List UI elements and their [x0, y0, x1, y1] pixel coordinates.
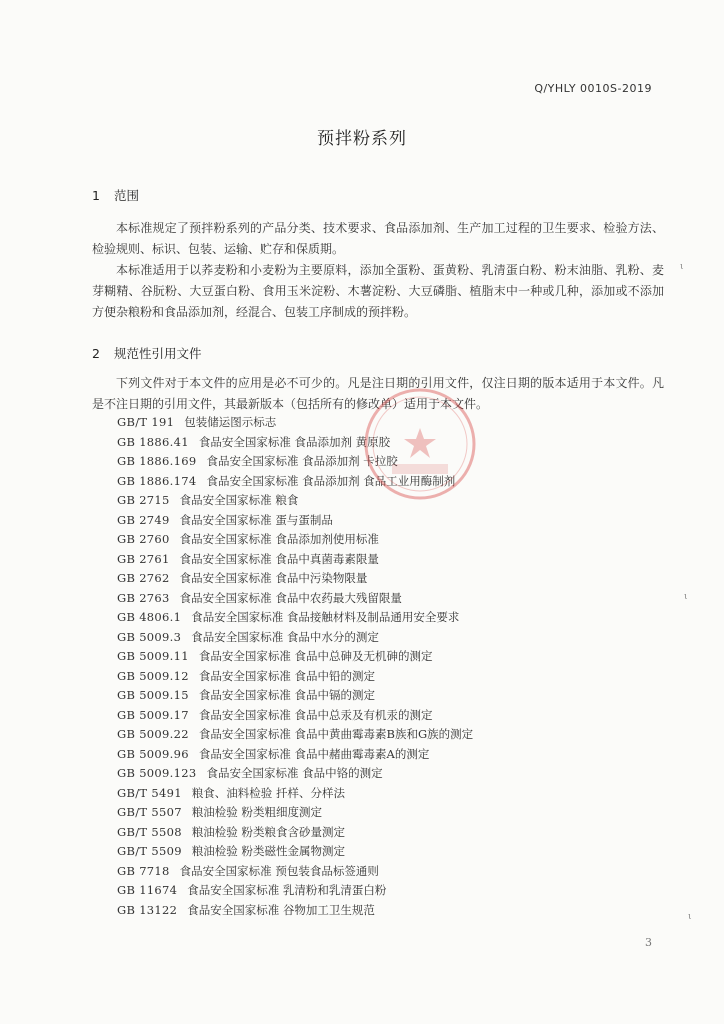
reference-code: GB 5009.11 — [117, 649, 189, 663]
reference-code: GB 5009.15 — [117, 688, 189, 702]
reference-code: GB 5009.96 — [117, 746, 189, 761]
reference-title: 粮食、油料检验 扦样、分样法 — [191, 785, 345, 800]
reference-title: 粮油检验 粉类粮食含砂量测定 — [191, 824, 345, 839]
reference-title: 食品安全国家标准 食品中黄曲霉毒素B族和G族的测定 — [198, 727, 474, 741]
scope-paragraph-2: 本标准适用于以荞麦粉和小麦粉为主要原料，添加全蛋粉、蛋黄粉、乳清蛋白粉、粉末油脂、乳粉、麦芽糊精、谷朊粉、大豆蛋白粉、食用玉米淀粉、木薯淀粉、大豆磷脂、植脂末中一种或几种，添加或不添加方便杂粮粉和食品添加剂，经混合、包装工序制成的预拌粉。 — [92, 263, 664, 319]
reference-title: 包装储运图示标志 — [184, 415, 277, 429]
reference-title: 粮油检验 粉类磁性金属物测定 — [191, 844, 345, 858]
reference-title: 食品安全国家标准 食品添加剂 黄原胶 — [198, 434, 391, 449]
reference-item — [117, 842, 473, 862]
scope-paragraph-1: 本标准规定了预拌粉系列的产品分类、技术要求、食品添加剂、生产加工过程的卫生要求、检验方法、检验规则、标识、包装、运输、贮存和保质期。 — [92, 221, 664, 256]
section-title: 范围 — [114, 188, 140, 203]
reference-code: GB 5009.22 — [117, 727, 189, 741]
reference-title: 食品安全国家标准 乳清粉和乳清蛋白粉 — [187, 883, 387, 897]
reference-title: 食品安全国家标准 食品添加剂使用标准 — [179, 532, 379, 546]
reference-item — [117, 569, 473, 589]
reference-item — [117, 667, 473, 687]
reference-code: GB 5009.123 — [117, 766, 197, 780]
reference-code: GB 4806.1 — [117, 610, 182, 624]
reference-code: GB 13122 — [117, 902, 178, 917]
reference-item — [117, 608, 473, 628]
reference-item — [117, 803, 473, 823]
reference-item — [117, 764, 473, 784]
section-title: 规范性引用文件 — [114, 346, 202, 361]
reference-item — [117, 647, 473, 667]
reference-item — [117, 745, 473, 765]
reference-item — [117, 823, 473, 843]
reference-item — [117, 784, 473, 804]
scan-mark: ι — [688, 912, 692, 922]
reference-code: GB 1886.41 — [117, 434, 189, 449]
reference-item — [117, 686, 473, 706]
reference-item — [117, 550, 473, 570]
reference-item — [117, 862, 473, 882]
reference-item — [117, 706, 473, 726]
reference-code: GB 2762 — [117, 571, 170, 585]
reference-code: GB/T 191 — [117, 415, 175, 429]
reference-item — [117, 589, 473, 609]
reference-code: GB 2761 — [117, 551, 170, 566]
page-number: 3 — [645, 936, 652, 949]
section-number: 2 — [92, 346, 100, 361]
scan-mark: ι — [680, 262, 684, 272]
reference-item — [117, 881, 473, 901]
reference-title: 食品安全国家标准 食品中总汞及有机汞的测定 — [198, 707, 433, 722]
reference-item — [117, 725, 473, 745]
reference-code: GB 2763 — [117, 590, 170, 605]
reference-code: GB/T 5491 — [117, 785, 182, 800]
reference-title: 食品安全国家标准 食品添加剂 食品工业用酶制剂 — [206, 473, 456, 488]
reference-item — [117, 628, 473, 648]
reference-code: GB 1886.169 — [117, 454, 197, 468]
reference-title: 食品安全国家标准 食品中铅的测定 — [198, 668, 376, 683]
standard-code: Q/YHLY 0010S-2019 — [534, 82, 652, 95]
reference-title: 食品安全国家标准 食品接触材料及制品通用安全要求 — [191, 610, 460, 624]
reference-item — [117, 511, 473, 531]
reference-code: GB 5009.12 — [117, 668, 189, 683]
reference-code: GB/T 5507 — [117, 805, 182, 819]
reference-title: 食品安全国家标准 食品中真菌毒素限量 — [179, 551, 379, 566]
reference-title: 食品安全国家标准 食品中水分的测定 — [191, 629, 379, 644]
reference-code: GB 7718 — [117, 863, 170, 878]
reference-title: 食品安全国家标准 食品中铬的测定 — [206, 766, 383, 780]
reference-code: GB 2760 — [117, 532, 170, 546]
reference-code: GB 1886.174 — [117, 473, 197, 488]
reference-title: 食品安全国家标准 食品中赭曲霉毒素A的测定 — [198, 746, 430, 761]
scan-mark: ι — [684, 592, 688, 602]
reference-title: 食品安全国家标准 谷物加工卫生规范 — [187, 902, 375, 917]
reference-code: GB 5009.17 — [117, 707, 189, 722]
references-intro-paragraph: 下列文件对于本文件的应用是必不可少的。凡是注日期的引用文件，仅注日期的版本适用于本文件。凡是不注日期的引用文件，其最新版本（包括所有的修改单）适用于本文件。 — [92, 376, 664, 411]
reference-title: 食品安全国家标准 粮食 — [179, 493, 299, 507]
reference-title: 食品安全国家标准 蛋与蛋制品 — [179, 512, 333, 527]
reference-title: 食品安全国家标准 食品中镉的测定 — [198, 688, 376, 702]
reference-title: 食品安全国家标准 食品中总砷及无机砷的测定 — [198, 649, 433, 663]
reference-title: 食品安全国家标准 预包装食品标签通则 — [179, 863, 379, 878]
reference-title: 食品安全国家标准 食品中污染物限量 — [179, 571, 368, 585]
reference-code: GB 11674 — [117, 883, 178, 897]
reference-title: 食品安全国家标准 食品添加剂 卡拉胶 — [206, 454, 398, 468]
section-heading-scope — [92, 186, 139, 204]
reference-item — [117, 530, 473, 550]
reference-title: 食品安全国家标准 食品中农药最大残留限量 — [179, 590, 402, 605]
reference-code: GB 5009.3 — [117, 629, 182, 644]
company-seal-stamp — [360, 384, 480, 504]
reference-code: GB 2715 — [117, 493, 170, 507]
reference-code: GB/T 5508 — [117, 824, 182, 839]
section-heading-references — [92, 344, 202, 362]
reference-code: GB 2749 — [117, 512, 170, 527]
reference-item — [117, 901, 473, 921]
section-number: 1 — [92, 188, 100, 203]
page-title: 预拌粉系列 — [317, 129, 407, 149]
reference-title: 粮油检验 粉类粗细度测定 — [191, 805, 322, 819]
reference-code: GB/T 5509 — [117, 844, 182, 858]
